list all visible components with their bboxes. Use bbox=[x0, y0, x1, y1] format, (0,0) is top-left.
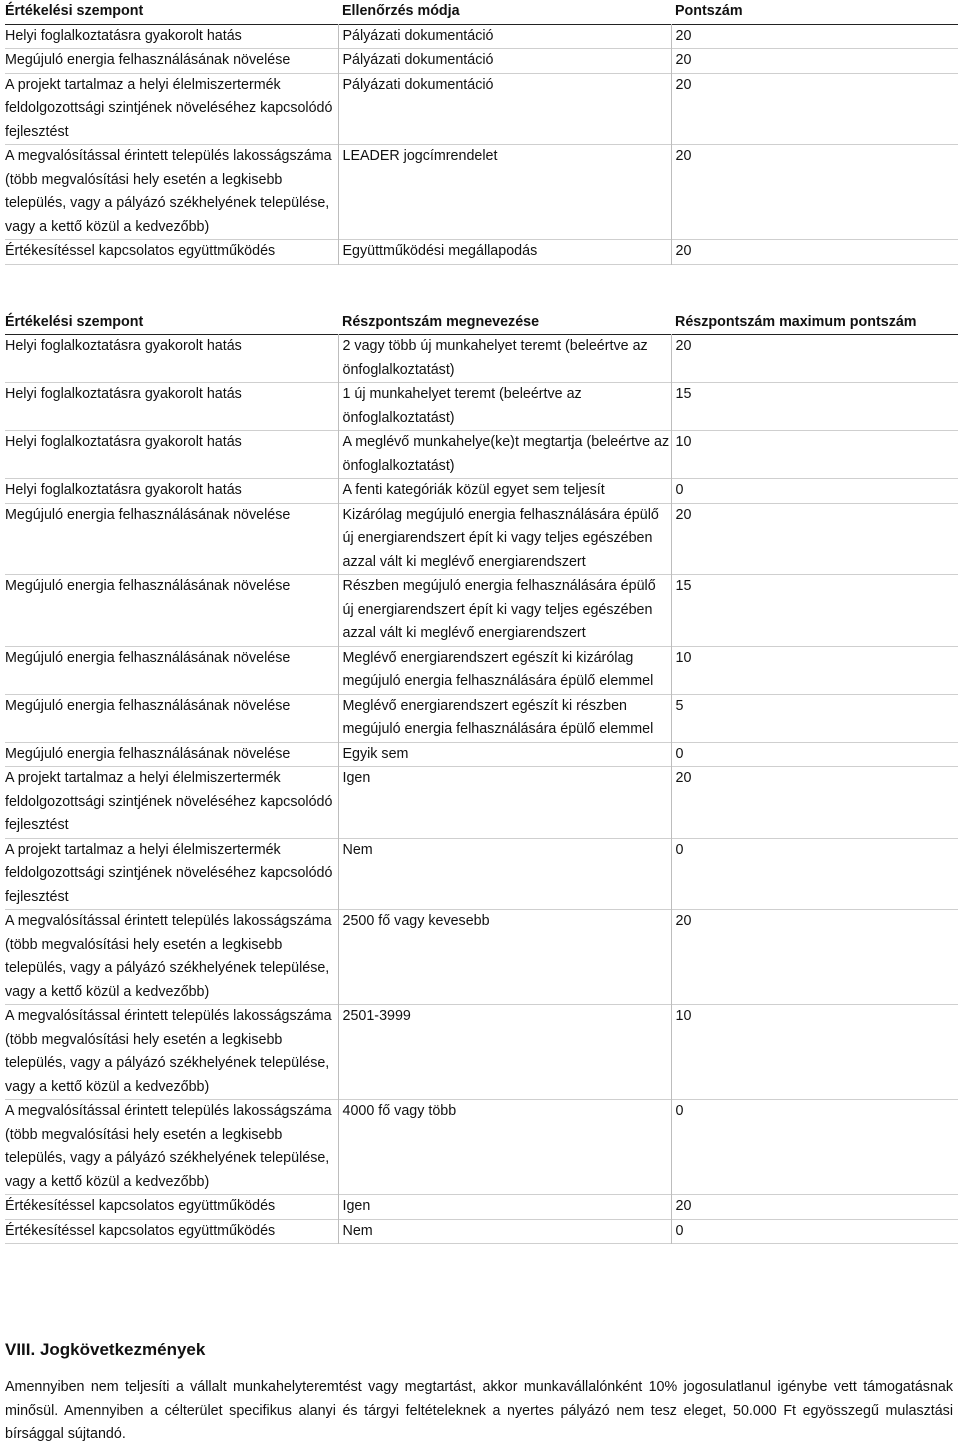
cell-score: 20 bbox=[675, 27, 692, 44]
cell-criterion: Értékesítéssel kapcsolatos együttműködés bbox=[5, 1219, 338, 1244]
evaluation-criteria-table bbox=[5, 0, 958, 265]
cell-detail: 2 vagy több új munkahelyet teremt (beleértve az önfoglalkoztatást) bbox=[338, 335, 671, 383]
table-row bbox=[5, 145, 958, 240]
table-row bbox=[5, 1219, 958, 1244]
table-row bbox=[5, 240, 958, 265]
cell-detail: Meglévő energiarendszert egészít ki kizárólag megújuló energia felhasználására épülő elemmel bbox=[338, 646, 671, 694]
header-verification-method: Ellenőrzés módja bbox=[342, 3, 460, 19]
table-row bbox=[5, 335, 958, 383]
table-row bbox=[5, 838, 958, 910]
cell-detail: A meglévő munkahelye(ke)t megtartja (beleértve az önfoglalkoztatást) bbox=[338, 431, 671, 479]
table-row bbox=[5, 24, 958, 49]
section-title: VIII. Jogkövetkezmények bbox=[5, 1340, 206, 1359]
table-row bbox=[5, 49, 958, 74]
cell-criterion: A projekt tartalmaz a helyi élelmiszertermék feldolgozottsági szintjének növeléséhez kapcsolódó fejlesztést bbox=[5, 838, 338, 910]
table-row bbox=[5, 503, 958, 575]
cell-score: 20 bbox=[675, 338, 692, 354]
cell-criterion: A megvalósítással érintett település lakosságszáma (több megvalósítási hely esetén a legkisebb település, vagy a pályázó székhelyének települése, vagy a kettő közül a kedvezőbb) bbox=[5, 145, 338, 240]
sub-score-table bbox=[5, 311, 958, 1245]
cell-criterion: A projekt tartalmaz a helyi élelmiszertermék feldolgozottsági szintjének növeléséhez kapcsolódó fejlesztést bbox=[5, 73, 338, 145]
cell-criterion: Helyi foglalkoztatásra gyakorolt hatás bbox=[5, 431, 338, 479]
cell-score: 0 bbox=[675, 841, 684, 858]
table-row bbox=[5, 646, 958, 694]
cell-criterion: A megvalósítással érintett település lakosságszáma (több megvalósítási hely esetén a legkisebb település, vagy a pályázó székhelyének települése, vagy a kettő közül a kedvezőbb) bbox=[5, 1005, 338, 1100]
table-row bbox=[5, 1005, 958, 1100]
cell-detail: Meglévő energiarendszert egészít ki részben megújuló energia felhasználására épülő elemmel bbox=[338, 694, 671, 742]
cell-score: 20 bbox=[675, 243, 692, 259]
cell-score: 20 bbox=[675, 52, 692, 68]
table-row bbox=[5, 383, 958, 431]
cell-criterion: Helyi foglalkoztatásra gyakorolt hatás bbox=[5, 479, 338, 504]
document-page bbox=[5, 0, 958, 1447]
cell-criterion: Megújuló energia felhasználásának növelése bbox=[5, 49, 338, 74]
cell-score: 5 bbox=[675, 697, 684, 714]
cell-score: 0 bbox=[675, 1103, 684, 1119]
cell-detail: A fenti kategóriák közül egyet sem teljesít bbox=[338, 479, 671, 504]
cell-score: 20 bbox=[675, 770, 692, 786]
section-paragraph: Amennyiben nem teljesíti a vállalt munkahelyteremtést vagy megtartást, akkor munkavállalónként 10% jogosulatlanul igénybe vett támogatásnak minősül. Amennyiben a célterület specifikus alanyi és tárgyi feltételeknek a nyertes pályázó nem tesz eleget, 50.000 Ft egyösszegű mulasztási bírsággal sújtandó. bbox=[5, 1379, 953, 1442]
cell-criterion: A megvalósítással érintett település lakosságszáma (több megvalósítási hely esetén a legkisebb település, vagy a pályázó székhelyének települése, vagy a kettő közül a kedvezőbb) bbox=[5, 910, 338, 1005]
cell-criterion: Helyi foglalkoztatásra gyakorolt hatás bbox=[5, 383, 338, 431]
cell-score: 10 bbox=[675, 1008, 692, 1024]
table-row bbox=[5, 73, 958, 145]
cell-criterion: Értékesítéssel kapcsolatos együttműködés bbox=[5, 240, 338, 265]
cell-criterion: Megújuló energia felhasználásának növelése bbox=[5, 646, 338, 694]
cell-score: 10 bbox=[675, 434, 692, 450]
cell-score: 20 bbox=[675, 148, 692, 164]
cell-criterion: Helyi foglalkoztatásra gyakorolt hatás bbox=[5, 335, 338, 383]
cell-criterion: Megújuló energia felhasználásának növelése bbox=[5, 575, 338, 647]
table-row bbox=[5, 742, 958, 767]
table-row bbox=[5, 910, 958, 1005]
header-score: Pontszám bbox=[675, 3, 743, 19]
cell-detail: Pályázati dokumentáció bbox=[338, 49, 671, 74]
cell-detail: Részben megújuló energia felhasználására épülő új energiarendszert épít ki vagy teljes egészében azzal vált ki meglévő energiarendszert bbox=[338, 575, 671, 647]
table-header-row bbox=[5, 311, 958, 335]
header-sub-score-name: Részpontszám megnevezése bbox=[342, 313, 540, 330]
cell-detail: Kizárólag megújuló energia felhasználására épülő új energiarendszert épít ki vagy teljes egészében azzal vált ki meglévő energiarendszert bbox=[338, 503, 671, 575]
cell-detail: 2500 fő vagy kevesebb bbox=[338, 910, 671, 1005]
cell-detail: 4000 fő vagy több bbox=[338, 1100, 671, 1195]
cell-detail: 2501-3999 bbox=[338, 1005, 671, 1100]
table-row bbox=[5, 1195, 958, 1220]
cell-criterion: A megvalósítással érintett település lakosságszáma (több megvalósítási hely esetén a legkisebb település, vagy a pályázó székhelyének települése, vagy a kettő közül a kedvezőbb) bbox=[5, 1100, 338, 1195]
cell-score: 0 bbox=[675, 1222, 684, 1239]
table-row bbox=[5, 767, 958, 839]
cell-detail: Pályázati dokumentáció bbox=[338, 24, 671, 49]
cell-detail: Egyik sem bbox=[338, 742, 671, 767]
cell-score: 20 bbox=[675, 76, 692, 93]
cell-detail: Igen bbox=[338, 767, 671, 839]
cell-detail: LEADER jogcímrendelet bbox=[338, 145, 671, 240]
cell-criterion: Megújuló energia felhasználásának növelése bbox=[5, 694, 338, 742]
cell-criterion: Megújuló energia felhasználásának növelése bbox=[5, 742, 338, 767]
table-row bbox=[5, 431, 958, 479]
table-row bbox=[5, 479, 958, 504]
header-criterion: Értékelési szempont bbox=[5, 313, 144, 330]
cell-detail: Pályázati dokumentáció bbox=[338, 73, 671, 145]
cell-score: 10 bbox=[675, 649, 692, 666]
cell-score: 15 bbox=[675, 578, 692, 594]
table-row bbox=[5, 575, 958, 647]
table-header-row bbox=[5, 0, 958, 24]
cell-detail: Együttműködési megállapodás bbox=[338, 240, 671, 265]
cell-criterion: A projekt tartalmaz a helyi élelmiszertermék feldolgozottsági szintjének növeléséhez kapcsolódó fejlesztést bbox=[5, 767, 338, 839]
table-row bbox=[5, 694, 958, 742]
cell-score: 0 bbox=[675, 745, 684, 762]
cell-detail: Nem bbox=[338, 838, 671, 910]
table-row bbox=[5, 1100, 958, 1195]
cell-score: 0 bbox=[675, 482, 684, 498]
cell-detail: Igen bbox=[338, 1195, 671, 1220]
cell-score: 20 bbox=[675, 506, 692, 523]
header-criterion: Értékelési szempont bbox=[5, 3, 144, 19]
cell-detail: 1 új munkahelyet teremt (beleértve az önfoglalkoztatást) bbox=[338, 383, 671, 431]
cell-score: 20 bbox=[675, 1198, 692, 1214]
cell-criterion: Megújuló energia felhasználásának növelése bbox=[5, 503, 338, 575]
header-sub-score-max: Részpontszám maximum pontszám bbox=[675, 313, 917, 330]
cell-score: 20 bbox=[675, 913, 692, 929]
cell-criterion: Értékesítéssel kapcsolatos együttműködés bbox=[5, 1195, 338, 1220]
cell-criterion: Helyi foglalkoztatásra gyakorolt hatás bbox=[5, 24, 338, 49]
cell-score: 15 bbox=[675, 386, 692, 402]
cell-detail: Nem bbox=[338, 1219, 671, 1244]
